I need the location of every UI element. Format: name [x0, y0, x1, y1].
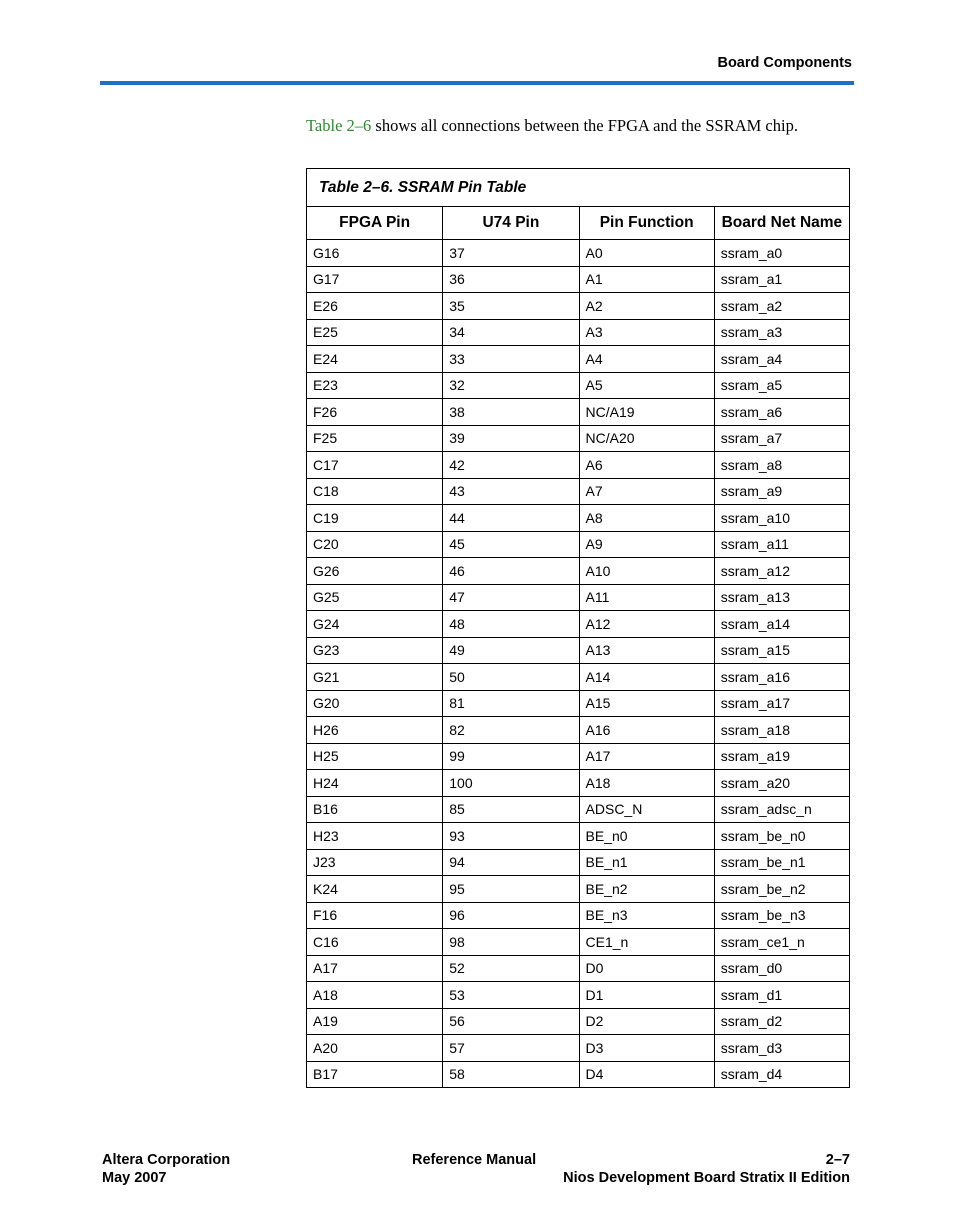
board-net-name-cell: ssram_a2: [714, 293, 849, 320]
board-net-name-cell: ssram_adsc_n: [714, 796, 849, 823]
board-net-name-cell: ssram_be_n3: [714, 902, 849, 929]
table-row: [307, 240, 850, 267]
board-net-name-cell: ssram_a15: [714, 637, 849, 664]
pin-function-cell: A1: [579, 266, 714, 293]
footer-left: [102, 1151, 230, 1187]
u74-pin-cell: 44: [443, 505, 579, 532]
pin-function-cell: A17: [579, 743, 714, 770]
fpga-pin-cell: F16: [307, 902, 443, 929]
table-row: [307, 982, 850, 1009]
table-row: [307, 796, 850, 823]
table-cross-reference-link[interactable]: Table 2–6: [306, 116, 372, 135]
board-net-name-cell: ssram_a1: [714, 266, 849, 293]
board-net-name-cell: ssram_d3: [714, 1035, 849, 1062]
table-row: [307, 743, 850, 770]
u74-pin-cell: 93: [443, 823, 579, 850]
pin-function-cell: A6: [579, 452, 714, 479]
intro-text: shows all connections between the FPGA and the SSRAM chip.: [371, 116, 798, 135]
board-net-name-cell: ssram_be_n0: [714, 823, 849, 850]
fpga-pin-cell: C17: [307, 452, 443, 479]
pin-function-cell: A14: [579, 664, 714, 691]
table-row: [307, 929, 850, 956]
board-net-name-cell: ssram_a6: [714, 399, 849, 426]
fpga-pin-cell: A18: [307, 982, 443, 1009]
fpga-pin-cell: A20: [307, 1035, 443, 1062]
fpga-pin-cell: E23: [307, 372, 443, 399]
board-net-name-cell: ssram_a4: [714, 346, 849, 373]
pin-function-cell: A5: [579, 372, 714, 399]
fpga-pin-cell: G24: [307, 611, 443, 638]
board-net-name-cell: ssram_a14: [714, 611, 849, 638]
board-net-name-cell: ssram_a20: [714, 770, 849, 797]
pin-function-cell: A4: [579, 346, 714, 373]
u74-pin-cell: 50: [443, 664, 579, 691]
fpga-pin-cell: H25: [307, 743, 443, 770]
pin-function-cell: A11: [579, 584, 714, 611]
fpga-pin-cell: F26: [307, 399, 443, 426]
board-net-name-cell: ssram_a9: [714, 478, 849, 505]
fpga-pin-cell: G16: [307, 240, 443, 267]
board-net-name-cell: ssram_a12: [714, 558, 849, 585]
pin-function-cell: BE_n0: [579, 823, 714, 850]
table-row: [307, 637, 850, 664]
u74-pin-cell: 53: [443, 982, 579, 1009]
column-header-fpga-pin: FPGA Pin: [307, 207, 443, 240]
pin-function-cell: CE1_n: [579, 929, 714, 956]
board-net-name-cell: ssram_d4: [714, 1061, 849, 1088]
table-row: [307, 770, 850, 797]
board-net-name-cell: ssram_a11: [714, 531, 849, 558]
fpga-pin-cell: C18: [307, 478, 443, 505]
table-header-row: [307, 207, 850, 240]
table-caption-row: [307, 169, 850, 207]
fpga-pin-cell: A19: [307, 1008, 443, 1035]
table-row: [307, 425, 850, 452]
u74-pin-cell: 42: [443, 452, 579, 479]
fpga-pin-cell: C16: [307, 929, 443, 956]
board-net-name-cell: ssram_a10: [714, 505, 849, 532]
pin-function-cell: A13: [579, 637, 714, 664]
board-net-name-cell: ssram_a8: [714, 452, 849, 479]
board-net-name-cell: ssram_a13: [714, 584, 849, 611]
fpga-pin-cell: E25: [307, 319, 443, 346]
u74-pin-cell: 95: [443, 876, 579, 903]
table-row: [307, 849, 850, 876]
fpga-pin-cell: G21: [307, 664, 443, 691]
fpga-pin-cell: H23: [307, 823, 443, 850]
u74-pin-cell: 46: [443, 558, 579, 585]
pin-function-cell: A16: [579, 717, 714, 744]
table-row: [307, 823, 850, 850]
fpga-pin-cell: G26: [307, 558, 443, 585]
board-net-name-cell: ssram_a7: [714, 425, 849, 452]
pin-function-cell: A10: [579, 558, 714, 585]
board-net-name-cell: ssram_d1: [714, 982, 849, 1009]
table-row: [307, 1035, 850, 1062]
u74-pin-cell: 99: [443, 743, 579, 770]
u74-pin-cell: 34: [443, 319, 579, 346]
table-row: [307, 399, 850, 426]
board-net-name-cell: ssram_a3: [714, 319, 849, 346]
column-header-pin-function: Pin Function: [579, 207, 714, 240]
pin-function-cell: D2: [579, 1008, 714, 1035]
pin-function-cell: NC/A19: [579, 399, 714, 426]
pin-function-cell: D0: [579, 955, 714, 982]
table-row: [307, 452, 850, 479]
pin-function-cell: BE_n1: [579, 849, 714, 876]
pin-function-cell: NC/A20: [579, 425, 714, 452]
board-net-name-cell: ssram_ce1_n: [714, 929, 849, 956]
section-title: Board Components: [717, 55, 852, 71]
pin-function-cell: A8: [579, 505, 714, 532]
board-net-name-cell: ssram_be_n1: [714, 849, 849, 876]
fpga-pin-cell: F25: [307, 425, 443, 452]
u74-pin-cell: 57: [443, 1035, 579, 1062]
table-row: [307, 319, 850, 346]
u74-pin-cell: 47: [443, 584, 579, 611]
pin-function-cell: ADSC_N: [579, 796, 714, 823]
pin-function-cell: BE_n2: [579, 876, 714, 903]
board-net-name-cell: ssram_a18: [714, 717, 849, 744]
table-row: [307, 478, 850, 505]
u74-pin-cell: 43: [443, 478, 579, 505]
table-row: [307, 611, 850, 638]
header-rule: [100, 81, 854, 85]
fpga-pin-cell: J23: [307, 849, 443, 876]
fpga-pin-cell: A17: [307, 955, 443, 982]
footer-right: [563, 1151, 850, 1187]
u74-pin-cell: 37: [443, 240, 579, 267]
fpga-pin-cell: G23: [307, 637, 443, 664]
fpga-pin-cell: H26: [307, 717, 443, 744]
u74-pin-cell: 36: [443, 266, 579, 293]
column-header-board-net-name: Board Net Name: [714, 207, 849, 240]
pin-function-cell: A7: [579, 478, 714, 505]
board-net-name-cell: ssram_d2: [714, 1008, 849, 1035]
table-row: [307, 505, 850, 532]
footer-doc-type: Reference Manual: [412, 1152, 537, 1168]
u74-pin-cell: 94: [443, 849, 579, 876]
pin-function-cell: BE_n3: [579, 902, 714, 929]
board-net-name-cell: ssram_be_n2: [714, 876, 849, 903]
u74-pin-cell: 33: [443, 346, 579, 373]
fpga-pin-cell: E26: [307, 293, 443, 320]
table-row: [307, 690, 850, 717]
fpga-pin-cell: C20: [307, 531, 443, 558]
fpga-pin-cell: K24: [307, 876, 443, 903]
u74-pin-cell: 38: [443, 399, 579, 426]
u74-pin-cell: 81: [443, 690, 579, 717]
u74-pin-cell: 32: [443, 372, 579, 399]
u74-pin-cell: 52: [443, 955, 579, 982]
table-row: [307, 293, 850, 320]
table-body: [307, 240, 850, 1088]
u74-pin-cell: 85: [443, 796, 579, 823]
table-row: [307, 1061, 850, 1088]
u74-pin-cell: 98: [443, 929, 579, 956]
table-row: [307, 266, 850, 293]
fpga-pin-cell: E24: [307, 346, 443, 373]
pin-function-cell: A9: [579, 531, 714, 558]
table-row: [307, 717, 850, 744]
board-net-name-cell: ssram_d0: [714, 955, 849, 982]
table-row: [307, 346, 850, 373]
fpga-pin-cell: G25: [307, 584, 443, 611]
footer-page-number: 2–7: [825, 1152, 850, 1168]
fpga-pin-cell: G17: [307, 266, 443, 293]
board-net-name-cell: ssram_a5: [714, 372, 849, 399]
table-row: [307, 955, 850, 982]
pin-function-cell: A15: [579, 690, 714, 717]
table-row: [307, 372, 850, 399]
column-header-u74-pin: U74 Pin: [443, 207, 579, 240]
table-row: [307, 1008, 850, 1035]
pin-function-cell: A12: [579, 611, 714, 638]
footer-company: Altera Corporation: [102, 1152, 231, 1168]
pin-function-cell: D1: [579, 982, 714, 1009]
pin-function-cell: A2: [579, 293, 714, 320]
intro-paragraph: [306, 116, 798, 136]
table-caption: Table 2–6. SSRAM Pin Table: [307, 169, 850, 207]
fpga-pin-cell: H24: [307, 770, 443, 797]
pin-function-cell: D3: [579, 1035, 714, 1062]
board-net-name-cell: ssram_a17: [714, 690, 849, 717]
u74-pin-cell: 82: [443, 717, 579, 744]
table-row: [307, 531, 850, 558]
table-row: [307, 558, 850, 585]
board-net-name-cell: ssram_a19: [714, 743, 849, 770]
u74-pin-cell: 100: [443, 770, 579, 797]
pin-function-cell: D4: [579, 1061, 714, 1088]
u74-pin-cell: 96: [443, 902, 579, 929]
board-net-name-cell: ssram_a16: [714, 664, 849, 691]
fpga-pin-cell: B17: [307, 1061, 443, 1088]
pin-function-cell: A3: [579, 319, 714, 346]
u74-pin-cell: 56: [443, 1008, 579, 1035]
table-row: [307, 876, 850, 903]
fpga-pin-cell: B16: [307, 796, 443, 823]
board-net-name-cell: ssram_a0: [714, 240, 849, 267]
fpga-pin-cell: G20: [307, 690, 443, 717]
u74-pin-cell: 39: [443, 425, 579, 452]
footer-edition: Nios Development Board Stratix II Edition: [563, 1170, 850, 1186]
u74-pin-cell: 58: [443, 1061, 579, 1088]
table-row: [307, 584, 850, 611]
u74-pin-cell: 45: [443, 531, 579, 558]
pin-function-cell: A0: [579, 240, 714, 267]
table-row: [307, 664, 850, 691]
u74-pin-cell: 48: [443, 611, 579, 638]
u74-pin-cell: 35: [443, 293, 579, 320]
ssram-pin-table: [306, 168, 850, 1088]
fpga-pin-cell: C19: [307, 505, 443, 532]
footer-date: May 2007: [102, 1170, 167, 1186]
u74-pin-cell: 49: [443, 637, 579, 664]
pin-function-cell: A18: [579, 770, 714, 797]
table-row: [307, 902, 850, 929]
